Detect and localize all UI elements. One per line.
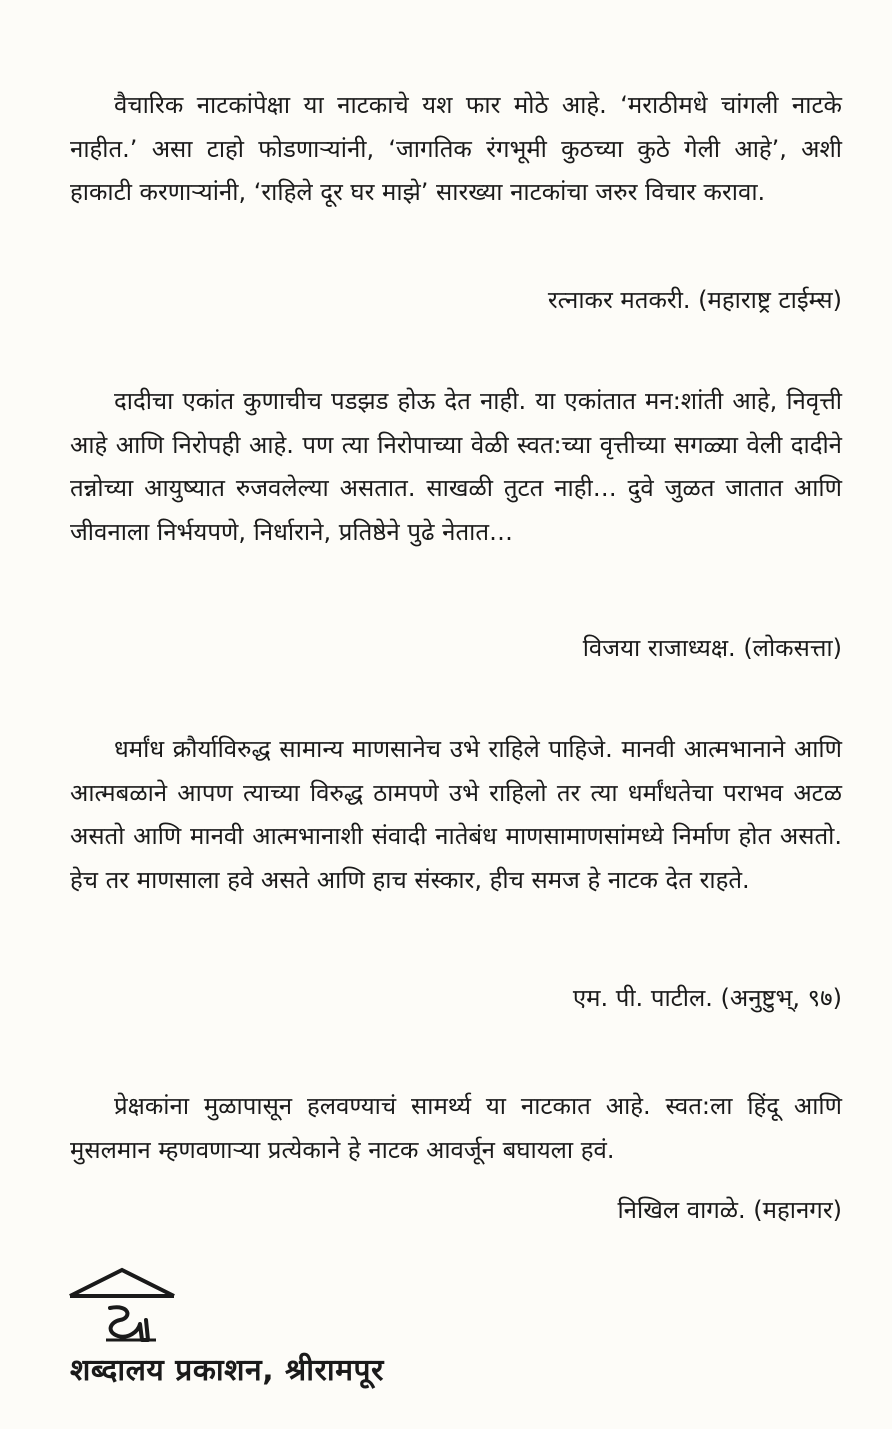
house-roof-logo-icon: [66, 1266, 178, 1346]
review-1-text: [70, 84, 842, 215]
review-4-body: प्रेक्षकांना मुळापासून हलवण्याचं सामर्थ्य या नाटकात आहे. स्वत:ला हिंदू आणि मुसलमान म्हणवणाऱ्या प्रत्येकाने हे नाटक आवर्जून बघायला हवं.: [70, 1092, 842, 1164]
review-3-attribution: एम. पी. पाटील. (अनुष्टुभ्, ९७): [572, 984, 842, 1012]
review-2-text: [70, 380, 842, 554]
review-2-attribution: विजया राजाध्यक्ष. (लोकसत्ता): [582, 634, 842, 662]
review-1-body: वैचारिक नाटकांपेक्षा या नाटकाचे यश फार मोठे आहे. ‘मराठीमधे चांगली नाटके नाहीत.’ असा टाहो फोडणाऱ्यांनी, ‘जागतिक रंगभूमी कुठच्या कुठे गेली आहे’, अशी हाकाटी करणाऱ्यांनी, ‘राहिले दूर घर माझे’ सारख्या नाटकांचा जरुर विचार करावा.: [70, 91, 842, 206]
review-1-attribution: रत्नाकर मतकरी. (महाराष्ट्र टाईम्स): [547, 286, 842, 314]
review-3-body: धर्मांध क्रौर्याविरुद्ध सामान्य माणसानेच उभे राहिले पाहिजे. मानवी आत्मभानाने आणि आत्मबळाने आपण त्याच्या विरुद्ध ठामपणे उभे राहिलो तर त्या धर्मांधतेचा पराभव अटळ असतो आणि मानवी आत्मभानाशी संवादी नातेबंध माणसामाणसांमध्ये निर्माण होत असतो. हेच तर माणसाला हवे असते आणि हाच संस्कार, हीच समज हे नाटक देत राहते.: [70, 735, 842, 894]
review-4-text: [70, 1085, 842, 1172]
publisher-name: शब्दालय प्रकाशन, श्रीरामपूर: [70, 1353, 384, 1388]
review-3-text: [70, 728, 842, 902]
review-2-body: दादीचा एकांत कुणाचीच पडझड होऊ देत नाही. या एकांतात मन:शांती आहे, निवृत्ती आहे आणि निरोपही आहे. पण त्या निरोपाच्या वेळी स्वत:च्या वृत्तीच्या सगळ्या वेली दादीने तन्नोच्या आयुष्यात रुजवलेल्या असतात. साखळी तुटत नाही… दुवे जुळत जातात आणि जीवनाला निर्भयपणे, निर्धाराने, प्रतिष्ठेने पुढे नेतात…: [70, 387, 842, 546]
review-4-attribution: निखिल वागळे. (महानगर): [617, 1196, 842, 1224]
